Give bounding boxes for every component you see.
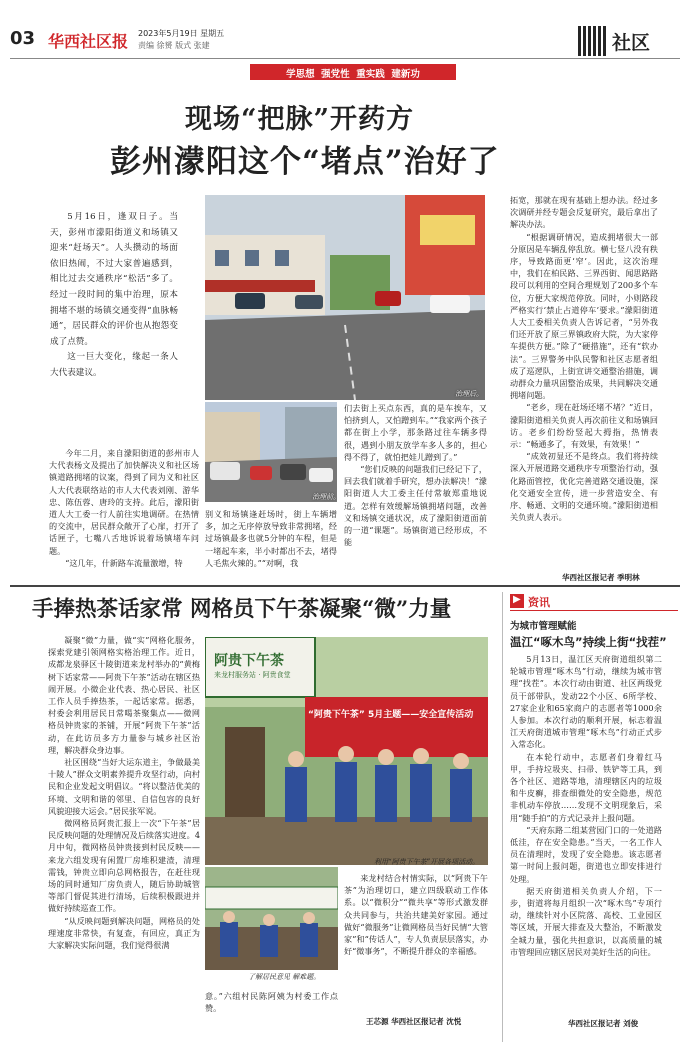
story1-byline: 华西社区报记者 季明林 (562, 573, 640, 582)
caption-after: 治理后。 (455, 390, 483, 398)
body-paragraph: 来龙村结合村情实际，以“阿贵下午茶”为治理切口，建立四级联动工作体系。以“微积分”“微共享”等形式激发群众共同参与，共治共建美好家园。通过做好“微服务”让微网格员当好民情“大管家”和“传话人”，专人负责层层落实，办好“微事务”，不断提升群众的幸福感。 (344, 873, 488, 957)
body-paragraph: 5月13日，温江区天府街道组织第二轮城市管理“啄木鸟”行动，继续为城市管理“找茬”。本次行动由街道、社区两级党员干部带队，发动22个小区、6所学校、27家企业和65家商户的志愿者等1000余人参加。本次行动的顺利开展，标志着温江天府街道城市管理“啄木鸟”行动正式步入常态化。 (510, 654, 662, 750)
story2-col-right (344, 872, 488, 1012)
masthead-rule (10, 58, 680, 59)
story1-col3 (344, 402, 487, 582)
news-label-rule (510, 610, 678, 611)
caption-before: 治理前。 (312, 493, 340, 501)
body-paragraph: 意。”六组村民陈阿姨为村委工作点赞。 (205, 991, 338, 1014)
body-paragraph: 据天府街道相关负责人介绍，下一步，街道将每月组织一次“啄木鸟”专项行动，继续针对小区院落、高校、工业园区等区域，开展大排查及大整治，不断激发全城力量，强化共担意识，以高质量的城市管理回应辖区居民对美好生活的向往。 (510, 885, 662, 957)
photo-before-treatment (205, 402, 337, 502)
banner-sub-text: 来龙村服务站 · 阿贵食堂 (214, 671, 291, 679)
banner-main-text: “阿贵下午茶” 5月主题——安全宣传活动 (308, 710, 474, 720)
photo-after-treatment (205, 195, 485, 400)
photo-residents (205, 867, 338, 970)
banner-top-text: 阿贵下午茶 (214, 653, 284, 669)
body-paragraph: 拓宽，那就在现有基础上想办法。经过多次调研并经专题会反复研究，最后拿出了解决办法。 (510, 195, 658, 230)
news-subtitle: 为城市管理赋能 (510, 621, 577, 632)
news-byline: 华西社区报记者 刘俊 (568, 1019, 639, 1028)
body-paragraph: 别义和场镇逢赶场时，街上车辆增多，加之无序停放导致非常拥堵，经过场镇最多也就5分钟的车程，但是一堵起车来，半小时都出不去，堵得人毛焦火辣的。”“对啊，我 (205, 509, 337, 568)
page-number: 03 (10, 28, 36, 49)
news-body (510, 653, 662, 1015)
body-paragraph: “您们反映的问题我们已经记下了，回去我们就着手研究，想办法解决！”濛阳街道人大工委主任付常敏郑重地说道。怎样有效缓解场镇拥堵问题，改善义和场镇交通状况，成了濛阳街道面前的一道“课题”。场镇街道已经形成，不能 (344, 464, 487, 548)
body-paragraph: “老乡，现在赶场还堵不堵？”近日，濛阳街道相关负责人再次前往义和场镇回访。老乡们纷纷竖起大拇指，热情表示：“畅通多了，有效果，有效果！” (510, 402, 658, 450)
slogan-text: 学思想 强党性 重实践 建新功 (286, 69, 420, 80)
body-paragraph: “从反映问题到解决问题，网格员的处理速度非常快，有复查，有回应，真正为大家解决实际问题，我们觉得很满 (48, 915, 200, 951)
story2-col1 (48, 634, 200, 1044)
body-paragraph: “天府东路二组某营园门口的一处道路低洼，存在安全隐患。”当天，一名工作人员在清理时，发现了安全隐患。该志愿者第一时间上报问题，街道也立即安排进行处理。 (510, 824, 662, 884)
section-divider (10, 585, 680, 587)
news-section-label: 资讯 (528, 596, 550, 609)
story1-title-line2: 彭州濛阳这个“堵点”治好了 (110, 144, 500, 180)
news-divider (502, 592, 503, 1042)
lead-paragraph: 这一巨大变化，缘起一条人大代表建议。 (50, 352, 178, 378)
body-paragraph: “这几年，什新路车流量激增，特 (65, 557, 183, 568)
story2-title: 手捧热茶话家常 网格员下午茶凝聚“微”力量 (32, 597, 452, 622)
body-paragraph: 在本轮行动中，志愿者们身着红马甲，手持垃圾夹、扫帚、铁铲等工具，到各个社区、道路等地，清理辖区内的垃圾和牛皮癣，排查细微处的安全隐患，规范非机动车停放……发现不文明现象后，采用“随手拍”的方式记录并上报问题。 (510, 751, 662, 823)
body-paragraph: “成效初显还不是终点。我们将持续深入开展道路交通秩序专项整治行动，强化路面管控，优化完善道路交通设施，深化交通安全宣传，进一步营造安全、有序、畅通、文明的交通环境。”濛阳街道相关负责人表示。 (510, 451, 658, 523)
body-paragraph: “根据调研情况，造成拥堵很大一部分原因是车辆乱停乱放。横七竖八没有秩序，导致路面更‘窄’。因此，这次治理中，我们在柏民路、三界西街、闻思路路段可以利用的空间合理规划了200多个车位，方便大家规范停放。同时，小则路段严格实行‘禁止占道停车’要求。”濛阳街道人大工委相关负责人告诉记者，“另外我们还开放了原三界镇政府大院，为大家停车提供方便。”除了“硬措施”，还有“软办法”。三界警务中队民警和社区志愿者组成了巡逻队，上街宣讲交通整治措施，调动群众力量巩固整治成果，共同解决交通拥堵问题。 (510, 231, 658, 401)
story2-col-bottom-mid (205, 990, 338, 1030)
body-paragraph: 们去街上买点东西，真的是车挨车，又怕挤到人，又怕蹭到车。”“我家两个孩子都在街上小学，那条路过往车辆多得很，遇到小朋友放学车多人多的，担心得不得了，就怕把娃儿蹭到了。” (344, 403, 487, 462)
caption-residents: 了解居民意见 解难题。 (248, 973, 321, 981)
editors: 责编 徐赟 版式 张建 (138, 41, 210, 50)
section-name: 社区 (612, 32, 651, 54)
story1-title-line1: 现场“把脉”开药方 (185, 104, 415, 135)
story1-lead (50, 210, 178, 400)
news-title: 温江“啄木鸟”持续上街“找茬” (510, 635, 667, 649)
story1-col2 (205, 508, 337, 581)
body-paragraph: 凝聚“微”力量，做“实”网格化服务，探索党建引领网格实格治理工作。近日，成都龙泉驿区十陵街道来龙村举办的“黄梅树下话家常——阿贵下午茶”活动在辖区热闹开展。小微企业代表、热心居民、社区工作人员手捧热茶，一起话家常。据悉，村委会利用居民日常喝茶聚集点——微网格员钟贵家的茶铺，开展“阿贵下午茶”活动，在此访员多方力量参与城乡社区治理，解决群众身边事。 (48, 635, 200, 755)
caption-tea-event: 利用“阿贵下午茶”开展各项活动。 (374, 858, 480, 866)
issue-date: 2023年5月19日 星期五 (138, 29, 225, 38)
lead-paragraph: 5月16日，逢双日子。当天，彭州市濛阳街道义和场镇又迎来“赶场天”。人头攒动的场面依旧热闹，不过大家普遍感到，相比过去交通秩序“松活”多了。经过一段时间的集中治理，原本拥堵不堪的场镇交通变得“血脉畅通”，居民群众的评价也从抱怨变成了点赞。 (50, 212, 178, 347)
body-paragraph: 今年二月，来自濛阳街道的彭州市人大代表杨文及提出了加快解决义和社区场镇道路拥堵的议案，得到了同为义和社区人大代表联络站的市人大代表刘刚、游华忠、陈伍蓉、唐玲的支持。此后，濛阳街道人大工委一行人前往实地调研。在热情的交流中，居民群众敞开了心扉，打开了话匣子，七嘴八舌地诉说着场镇堵车问题。 (49, 448, 199, 556)
news-arrow-icon: ▶ (513, 594, 521, 605)
story1-col4 (510, 194, 658, 569)
story1-col1 (49, 447, 199, 581)
qr-code-icon (578, 26, 608, 56)
paper-name: 华西社区报 (48, 32, 129, 51)
story2-byline: 王芯源 华西社区报记者 沈悦 (366, 1017, 462, 1026)
body-paragraph: 微网格员阿贵汇报上一次“下午茶”居民反映问题的处理情况及后续落实进度。4月中旬，微网格员钟贵接到村民反映——来龙六组发现有闲置厂房堆积建渣，清理需钱，钟贵立即向总网格报告，在赶往现场的同时通知厂房负责人，随后协助城管等部门督促其进行清场，后续积极跟进并做好持续巡查工作。 (48, 818, 200, 914)
body-paragraph: 社区围绕“当好大运东道主，争做最美十陵人”群众文明素养提升攻坚行动，向村民和企业发起文明倡议。“将以整洁优美的环境、文明和谐的邻里、自信包容的良好风貌迎接大运会。”居民张军说。 (48, 757, 200, 816)
